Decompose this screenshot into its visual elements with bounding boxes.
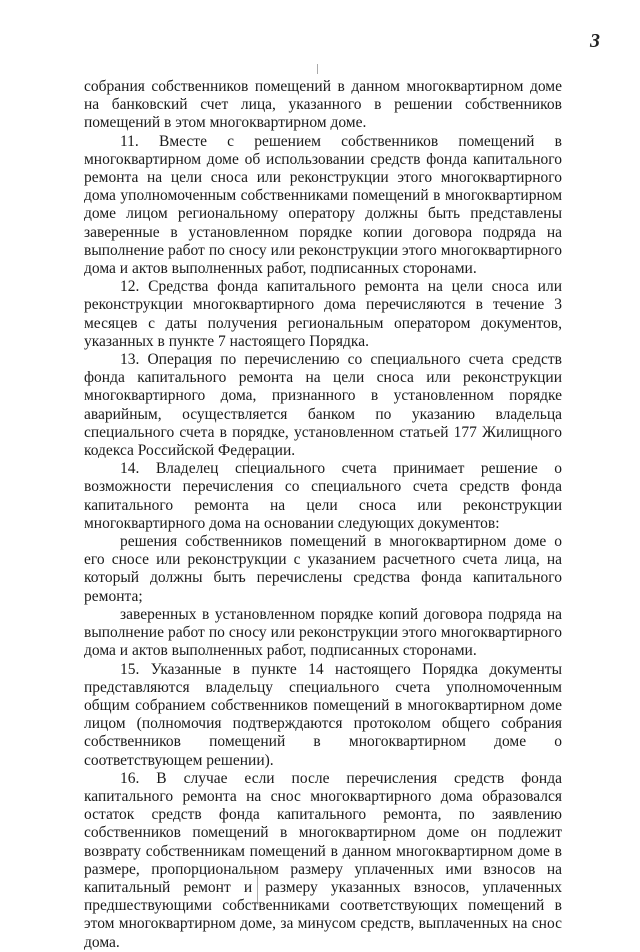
paragraph-14-item-contract-copies: заверенных в установленном порядке копий договора подряда на выполнение работ по сносу или реконструкции этого многоквартирного дома и актов выполненных работ, подписанных сторонами. <box>84 605 562 660</box>
scan-mark-top <box>317 64 318 74</box>
paragraph-11: 11. Вместе с решением собственников помещений в многоквартирном доме об использовании средств фонда капитального ремонта на цели сноса или реконструкции этого многоквартирного дома уполномоченным собственниками помещений в многоквартирном доме лицом региональному оператору должны быть представлены заверенные в установленном порядке копии договора подряда на выполнение работ по сносу или реконструкции этого многоквартирного дома и актов выполненных работ, подписанных сторонами. <box>84 132 562 278</box>
paragraph-14: 14. Владелец специального счета принимает решение о возможности перечисления со специального счета средств фонда капитального ремонта на цели сноса или реконструкции многоквартирного дома на основании следующих документов: <box>84 460 562 532</box>
paragraph-16: 16. В случае если после перечисления средств фонда капитального ремонта на снос многоквартирного дома образовался остаток средств фонда капитального ремонта, по заявлению собственников помещений в многоквартирном доме он подлежит возврату собственникам помещений в данном многоквартирном доме в размере, пропорциональном размеру уплаченных ими взносов на капитальный ремонт и размеру указанных взносов, уплаченных предшествующими собственниками соответствующих помещений в этом многоквартирном доме, за минусом средств, выплаченных на снос дома. <box>84 769 562 951</box>
paragraph-15: 15. Указанные в пункте 14 настоящего Порядка документы представляются владельцу специального счета уполномоченным общим собранием собственников помещений в многоквартирном доме лицом (полномочия подтверждаются протоколом общего собрания собственников помещений в многоквартирном доме о соответствующем решении). <box>84 660 562 769</box>
paragraph-continued: собрания собственников помещений в данном многоквартирном доме на банковский счет лица, указанного в решении собственников помещений в этом многоквартирном доме. <box>84 78 562 132</box>
paragraph-13: 13. Операция по перечислению со специального счета средств фонда капитального ремонта на цели сноса или реконструкции многоквартирного дома, признанного в установленном порядке аварийным, осуществляется банком по указанию владельца специального счета в порядке, установленном статьей 177 Жилищного кодекса Российской Федерации. <box>84 351 562 460</box>
document-body <box>84 78 562 952</box>
paragraph-12: 12. Средства фонда капитального ремонта на цели сноса или реконструкции многоквартирного дома перечисляются в течение 3 месяцев с даты получения региональным оператором документов, указанных в пункте 7 настоящего Порядка. <box>84 278 562 350</box>
paragraph-14-item-decision: решения собственников помещений в многоквартирном доме о его сносе или реконструкции с указанием расчетного счета лица, на который должны быть перечислены средства фонда капитального ремонта; <box>84 533 562 605</box>
page-number: 3 <box>590 30 600 52</box>
